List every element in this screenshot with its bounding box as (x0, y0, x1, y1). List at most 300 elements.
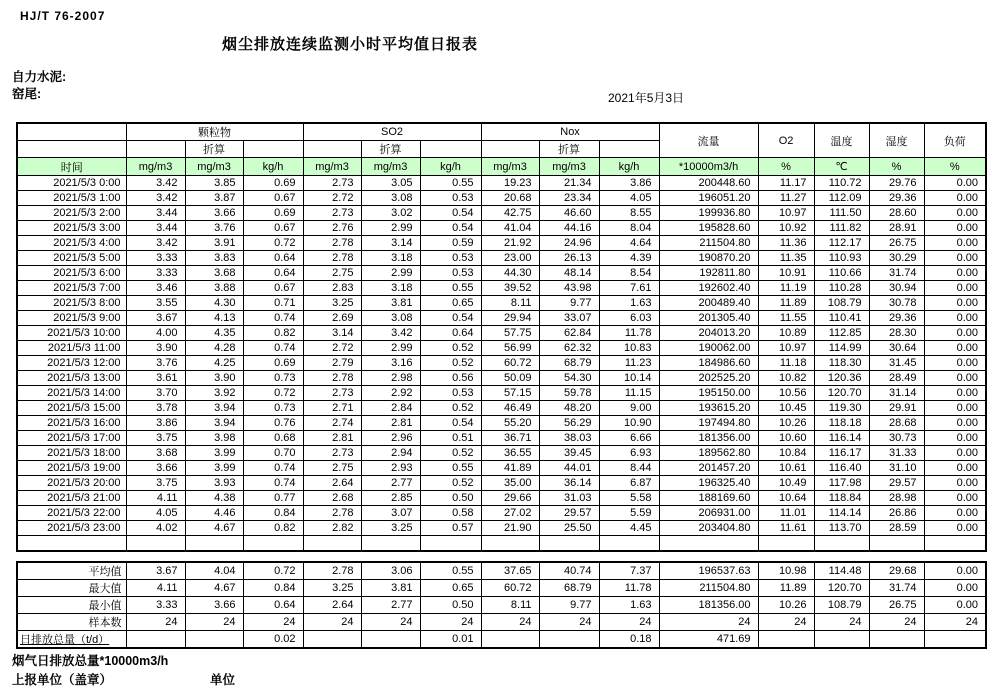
value-cell: 11.61 (758, 521, 814, 536)
value-cell: 116.17 (814, 446, 869, 461)
hourly-row (17, 326, 986, 341)
hourly-row (17, 311, 986, 326)
summary-value: 0.55 (420, 562, 481, 580)
value-cell: 42.75 (481, 206, 539, 221)
value-cell: 2.82 (303, 521, 361, 536)
value-cell: 10.14 (599, 371, 659, 386)
value-cell: 0.00 (924, 221, 986, 236)
value-cell: 0.76 (243, 416, 303, 431)
value-cell: 31.33 (869, 446, 924, 461)
spacer-cell (126, 141, 185, 158)
value-cell: 189562.80 (659, 446, 758, 461)
value-cell: 197494.80 (659, 416, 758, 431)
summary-value: 108.79 (814, 597, 869, 614)
value-cell: 9.77 (539, 296, 599, 311)
value-cell: 0.54 (420, 206, 481, 221)
value-cell: 30.78 (869, 296, 924, 311)
spacer-cell (243, 141, 303, 158)
value-cell: 2.98 (361, 371, 420, 386)
value-cell: 10.90 (599, 416, 659, 431)
value-cell: 3.85 (185, 176, 243, 191)
summary-value: 24 (243, 614, 303, 631)
converted-header-nox: 折算 (539, 141, 599, 158)
converted-header-so2: 折算 (361, 141, 420, 158)
summary-value: 8.11 (481, 597, 539, 614)
value-cell: 0.56 (420, 371, 481, 386)
value-cell: 0.84 (243, 506, 303, 521)
value-cell: 116.14 (814, 431, 869, 446)
value-cell: 0.74 (243, 476, 303, 491)
value-cell: 30.73 (869, 431, 924, 446)
value-cell: 0.64 (243, 251, 303, 266)
value-cell: 0.00 (924, 236, 986, 251)
blank-cell (539, 536, 599, 551)
value-cell: 3.07 (361, 506, 420, 521)
value-cell: 44.16 (539, 221, 599, 236)
value-cell: 29.76 (869, 176, 924, 191)
value-cell: 28.59 (869, 521, 924, 536)
value-cell: 39.52 (481, 281, 539, 296)
value-cell: 31.03 (539, 491, 599, 506)
value-cell: 10.92 (758, 221, 814, 236)
value-cell: 211504.80 (659, 236, 758, 251)
value-cell: 0.00 (924, 341, 986, 356)
value-cell: 26.75 (869, 236, 924, 251)
hourly-row (17, 281, 986, 296)
time-cell: 2021/5/3 17:00 (17, 431, 126, 446)
summary-value: 120.70 (814, 580, 869, 597)
value-cell: 0.73 (243, 401, 303, 416)
value-cell: 110.66 (814, 266, 869, 281)
blank-cell (814, 536, 869, 551)
summary-value: 181356.00 (659, 597, 758, 614)
summary-row (17, 597, 986, 614)
spacer-cell (599, 141, 659, 158)
value-cell: 3.14 (361, 236, 420, 251)
summary-value: 11.78 (599, 580, 659, 597)
summary-value: 0.02 (243, 631, 303, 649)
summary-value: 24 (126, 614, 185, 631)
summary-value (814, 631, 869, 649)
value-cell: 0.00 (924, 431, 986, 446)
value-cell: 200448.60 (659, 176, 758, 191)
summary-value: 10.26 (758, 597, 814, 614)
unit-header: % (758, 158, 814, 176)
value-cell: 11.78 (599, 326, 659, 341)
value-cell: 3.76 (126, 356, 185, 371)
value-cell: 41.89 (481, 461, 539, 476)
converted-header-particulate: 折算 (185, 141, 243, 158)
value-cell: 3.76 (185, 221, 243, 236)
value-cell: 11.18 (758, 356, 814, 371)
value-cell: 190062.00 (659, 341, 758, 356)
summary-value: 24 (539, 614, 599, 631)
value-cell: 3.90 (185, 371, 243, 386)
value-cell: 0.00 (924, 296, 986, 311)
blank-cell (126, 536, 185, 551)
value-cell: 0.00 (924, 416, 986, 431)
value-cell: 3.87 (185, 191, 243, 206)
blank-cell (243, 536, 303, 551)
value-cell: 23.00 (481, 251, 539, 266)
value-cell: 2.79 (303, 356, 361, 371)
report-unit-label: 上报单位（盖章） (12, 673, 113, 687)
value-cell: 0.52 (420, 356, 481, 371)
time-cell: 2021/5/3 4:00 (17, 236, 126, 251)
value-cell: 3.70 (126, 386, 185, 401)
summary-row (17, 580, 986, 597)
value-cell: 0.51 (420, 431, 481, 446)
summary-value: 4.11 (126, 580, 185, 597)
value-cell: 11.36 (758, 236, 814, 251)
value-cell: 0.57 (420, 521, 481, 536)
value-cell: 10.49 (758, 476, 814, 491)
value-cell: 4.67 (185, 521, 243, 536)
value-cell: 25.50 (539, 521, 599, 536)
time-cell: 2021/5/3 12:00 (17, 356, 126, 371)
value-cell: 44.01 (539, 461, 599, 476)
summary-value: 4.67 (185, 580, 243, 597)
value-cell: 0.53 (420, 191, 481, 206)
value-cell: 3.42 (126, 191, 185, 206)
value-cell: 0.52 (420, 341, 481, 356)
value-cell: 118.18 (814, 416, 869, 431)
value-cell: 0.72 (243, 236, 303, 251)
value-cell: 3.44 (126, 206, 185, 221)
summary-value: 0.00 (924, 597, 986, 614)
value-cell: 0.67 (243, 191, 303, 206)
value-cell: 29.94 (481, 311, 539, 326)
value-cell: 3.33 (126, 266, 185, 281)
value-cell: 188169.60 (659, 491, 758, 506)
time-cell: 2021/5/3 13:00 (17, 371, 126, 386)
value-cell: 0.00 (924, 386, 986, 401)
value-cell: 118.30 (814, 356, 869, 371)
summary-value: 24 (420, 614, 481, 631)
summary-value (303, 631, 361, 649)
value-cell: 28.98 (869, 491, 924, 506)
summary-value: 24 (303, 614, 361, 631)
value-cell: 7.61 (599, 281, 659, 296)
value-cell: 3.91 (185, 236, 243, 251)
value-cell: 24.96 (539, 236, 599, 251)
time-cell: 2021/5/3 16:00 (17, 416, 126, 431)
time-cell: 2021/5/3 10:00 (17, 326, 126, 341)
value-cell: 10.89 (758, 326, 814, 341)
value-cell: 0.71 (243, 296, 303, 311)
value-cell: 3.08 (361, 191, 420, 206)
value-cell: 3.75 (126, 476, 185, 491)
hourly-row (17, 401, 986, 416)
value-cell: 3.16 (361, 356, 420, 371)
summary-value: 0.65 (420, 580, 481, 597)
value-cell: 3.98 (185, 431, 243, 446)
summary-label: 最小值 (17, 597, 126, 614)
value-cell: 0.54 (420, 311, 481, 326)
value-cell: 0.64 (243, 266, 303, 281)
time-cell: 2021/5/3 8:00 (17, 296, 126, 311)
value-cell: 0.69 (243, 176, 303, 191)
value-cell: 3.46 (126, 281, 185, 296)
time-cell: 2021/5/3 1:00 (17, 191, 126, 206)
value-cell: 33.07 (539, 311, 599, 326)
value-cell: 0.00 (924, 356, 986, 371)
value-cell: 57.15 (481, 386, 539, 401)
value-cell: 4.28 (185, 341, 243, 356)
hourly-row (17, 236, 986, 251)
blank-cell (924, 536, 986, 551)
hourly-row (17, 191, 986, 206)
value-cell: 113.70 (814, 521, 869, 536)
summary-value: 3.67 (126, 562, 185, 580)
summary-value: 3.06 (361, 562, 420, 580)
value-cell: 11.15 (599, 386, 659, 401)
value-cell: 0.54 (420, 221, 481, 236)
time-cell: 2021/5/3 18:00 (17, 446, 126, 461)
group-humidity: 湿度 (869, 123, 924, 158)
value-cell: 3.75 (126, 431, 185, 446)
value-cell: 2.94 (361, 446, 420, 461)
value-cell: 4.05 (126, 506, 185, 521)
unit-header: mg/m3 (126, 158, 185, 176)
hourly-row (17, 296, 986, 311)
value-cell: 2.77 (361, 476, 420, 491)
spacer-cell (420, 141, 481, 158)
value-cell: 19.23 (481, 176, 539, 191)
value-cell: 48.14 (539, 266, 599, 281)
blank-row (17, 536, 986, 551)
value-cell: 3.68 (126, 446, 185, 461)
unit-header: *10000m3/h (659, 158, 758, 176)
summary-value: 24 (869, 614, 924, 631)
spacer-cell (481, 141, 539, 158)
unit-header: mg/m3 (303, 158, 361, 176)
value-cell: 20.68 (481, 191, 539, 206)
value-cell: 9.00 (599, 401, 659, 416)
value-cell: 3.86 (126, 416, 185, 431)
value-cell: 0.53 (420, 266, 481, 281)
value-cell: 31.45 (869, 356, 924, 371)
value-cell: 117.98 (814, 476, 869, 491)
value-cell: 56.99 (481, 341, 539, 356)
value-cell: 3.83 (185, 251, 243, 266)
value-cell: 0.00 (924, 266, 986, 281)
value-cell: 31.14 (869, 386, 924, 401)
value-cell: 2.92 (361, 386, 420, 401)
time-cell: 2021/5/3 21:00 (17, 491, 126, 506)
value-cell: 11.19 (758, 281, 814, 296)
value-cell: 2.73 (303, 176, 361, 191)
blank-cell (758, 536, 814, 551)
value-cell: 2.74 (303, 416, 361, 431)
value-cell: 2.73 (303, 446, 361, 461)
value-cell: 0.00 (924, 326, 986, 341)
summary-value: 211504.80 (659, 580, 758, 597)
time-cell: 2021/5/3 6:00 (17, 266, 126, 281)
unit-header: mg/m3 (185, 158, 243, 176)
unit-header-row (17, 158, 986, 176)
value-cell: 3.93 (185, 476, 243, 491)
value-cell: 3.78 (126, 401, 185, 416)
summary-value (758, 631, 814, 649)
time-cell: 2021/5/3 5:00 (17, 251, 126, 266)
time-cell: 2021/5/3 20:00 (17, 476, 126, 491)
summary-value (185, 631, 243, 649)
summary-value: 26.75 (869, 597, 924, 614)
value-cell: 60.72 (481, 356, 539, 371)
summary-value: 4.04 (185, 562, 243, 580)
value-cell: 0.00 (924, 401, 986, 416)
value-cell: 3.55 (126, 296, 185, 311)
hourly-row (17, 431, 986, 446)
summary-label: 日排放总量（t/d） (17, 631, 126, 649)
value-cell: 5.59 (599, 506, 659, 521)
summary-value: 1.63 (599, 597, 659, 614)
value-cell: 199936.80 (659, 206, 758, 221)
value-cell: 3.94 (185, 401, 243, 416)
value-cell: 29.36 (869, 311, 924, 326)
value-cell: 4.00 (126, 326, 185, 341)
value-cell: 112.17 (814, 236, 869, 251)
value-cell: 0.00 (924, 281, 986, 296)
summary-value: 24 (814, 614, 869, 631)
time-cell: 2021/5/3 11:00 (17, 341, 126, 356)
value-cell: 2.72 (303, 341, 361, 356)
value-cell: 0.82 (243, 521, 303, 536)
value-cell: 0.82 (243, 326, 303, 341)
value-cell: 38.03 (539, 431, 599, 446)
summary-value (126, 631, 185, 649)
value-cell: 3.66 (185, 206, 243, 221)
value-cell: 111.50 (814, 206, 869, 221)
value-cell: 2.81 (361, 416, 420, 431)
summary-value (924, 631, 986, 649)
summary-value: 196537.63 (659, 562, 758, 580)
value-cell: 27.02 (481, 506, 539, 521)
value-cell: 4.45 (599, 521, 659, 536)
value-cell: 0.00 (924, 461, 986, 476)
value-cell: 6.93 (599, 446, 659, 461)
summary-value: 3.66 (185, 597, 243, 614)
value-cell: 3.18 (361, 251, 420, 266)
value-cell: 10.97 (758, 341, 814, 356)
value-cell: 0.74 (243, 311, 303, 326)
value-cell: 203404.80 (659, 521, 758, 536)
value-cell: 2.78 (303, 251, 361, 266)
value-cell: 2.76 (303, 221, 361, 236)
value-cell: 4.30 (185, 296, 243, 311)
time-cell: 2021/5/3 2:00 (17, 206, 126, 221)
value-cell: 21.92 (481, 236, 539, 251)
value-cell: 118.84 (814, 491, 869, 506)
blank-cell (869, 536, 924, 551)
spacer-cell (303, 141, 361, 158)
value-cell: 0.52 (420, 446, 481, 461)
value-cell: 2.84 (361, 401, 420, 416)
value-cell: 54.30 (539, 371, 599, 386)
value-cell: 0.50 (420, 491, 481, 506)
summary-value: 37.65 (481, 562, 539, 580)
time-cell: 2021/5/3 15:00 (17, 401, 126, 416)
value-cell: 6.03 (599, 311, 659, 326)
value-cell: 62.84 (539, 326, 599, 341)
value-cell: 8.11 (481, 296, 539, 311)
spacer-cell (17, 141, 126, 158)
value-cell: 0.67 (243, 221, 303, 236)
group-header-row (17, 123, 986, 141)
time-header: 时间 (17, 158, 126, 176)
unit-header: ℃ (814, 158, 869, 176)
value-cell: 196325.40 (659, 476, 758, 491)
blank-cell (599, 536, 659, 551)
value-cell: 46.49 (481, 401, 539, 416)
time-cell: 2021/5/3 9:00 (17, 311, 126, 326)
summary-value: 24 (185, 614, 243, 631)
value-cell: 0.52 (420, 476, 481, 491)
value-cell: 0.72 (243, 386, 303, 401)
value-cell: 11.35 (758, 251, 814, 266)
value-cell: 29.36 (869, 191, 924, 206)
value-cell: 11.01 (758, 506, 814, 521)
value-cell: 3.42 (361, 326, 420, 341)
value-cell: 0.59 (420, 236, 481, 251)
hourly-row (17, 446, 986, 461)
summary-label: 平均值 (17, 562, 126, 580)
summary-value: 24 (659, 614, 758, 631)
value-cell: 0.00 (924, 251, 986, 266)
value-cell: 30.64 (869, 341, 924, 356)
value-cell: 3.90 (126, 341, 185, 356)
value-cell: 10.82 (758, 371, 814, 386)
value-cell: 2.72 (303, 191, 361, 206)
value-cell: 2.75 (303, 461, 361, 476)
value-cell: 0.52 (420, 401, 481, 416)
value-cell: 200489.40 (659, 296, 758, 311)
value-cell: 193615.20 (659, 401, 758, 416)
summary-value (361, 631, 420, 649)
value-cell: 196051.20 (659, 191, 758, 206)
summary-value: 60.72 (481, 580, 539, 597)
time-cell: 2021/5/3 19:00 (17, 461, 126, 476)
value-cell: 10.97 (758, 206, 814, 221)
hourly-row (17, 386, 986, 401)
value-cell: 3.86 (599, 176, 659, 191)
summary-value: 24 (361, 614, 420, 631)
value-cell: 0.69 (243, 356, 303, 371)
summary-label: 样本数 (17, 614, 126, 631)
value-cell: 21.34 (539, 176, 599, 191)
summary-value: 2.77 (361, 597, 420, 614)
summary-value: 3.81 (361, 580, 420, 597)
time-cell: 2021/5/3 22:00 (17, 506, 126, 521)
value-cell: 36.14 (539, 476, 599, 491)
value-cell: 120.70 (814, 386, 869, 401)
value-cell: 2.99 (361, 266, 420, 281)
value-cell: 43.98 (539, 281, 599, 296)
hourly-tbody (17, 176, 986, 551)
value-cell: 0.64 (420, 326, 481, 341)
value-cell: 112.09 (814, 191, 869, 206)
unit-header: % (924, 158, 986, 176)
value-cell: 2.68 (303, 491, 361, 506)
value-cell: 8.54 (599, 266, 659, 281)
value-cell: 0.55 (420, 176, 481, 191)
value-cell: 8.55 (599, 206, 659, 221)
value-cell: 110.72 (814, 176, 869, 191)
time-cell: 2021/5/3 0:00 (17, 176, 126, 191)
group-so2: SO2 (303, 123, 481, 141)
value-cell: 62.32 (539, 341, 599, 356)
